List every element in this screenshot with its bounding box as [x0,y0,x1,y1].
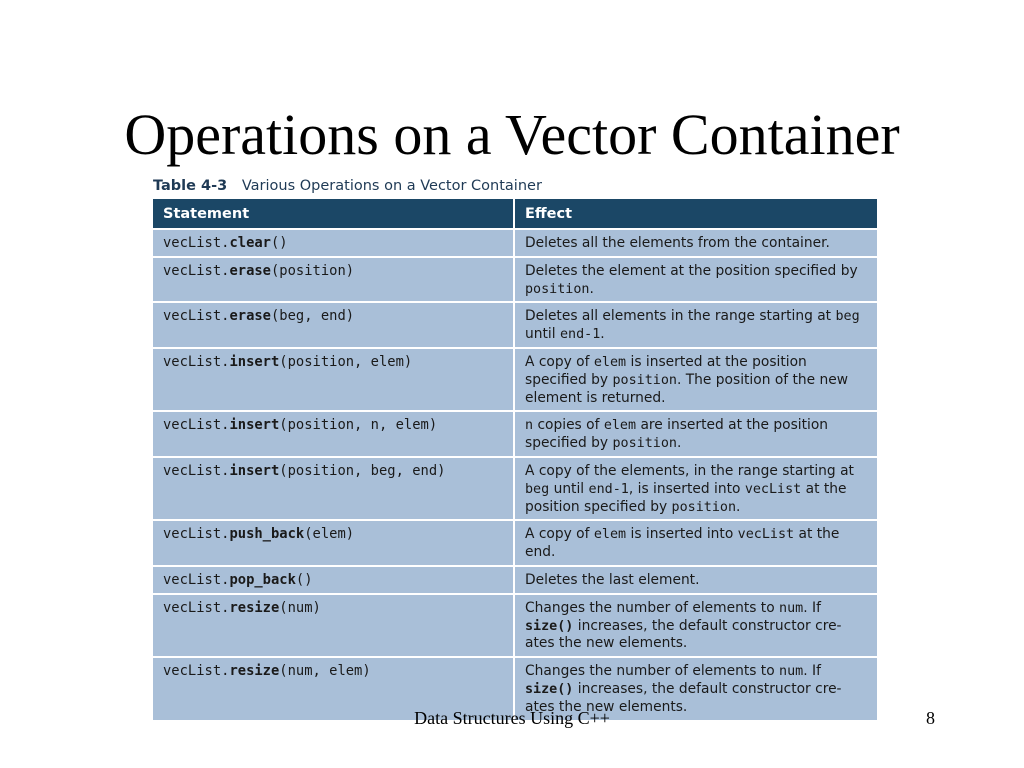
code-term: position [525,281,590,297]
statement-text: (num, elem) [279,663,371,680]
effect-text: Changes the number of elements to [525,663,780,680]
statement-text: () [271,235,288,251]
table-row [153,594,877,657]
table-row [153,348,877,411]
method-name: push_back [229,526,305,543]
effect-text: A copy of [525,526,594,543]
effect-text: , is inserted into [628,480,745,497]
effect-cell [514,520,877,566]
code-term: position [612,372,677,388]
method-name: pop_back [229,571,296,588]
statement-text: vecList. [163,308,230,325]
effect-cell [514,457,877,520]
table-caption [153,175,877,199]
code-term: elem [603,418,637,434]
code-term: num [779,600,804,616]
code-term: end-1 [588,481,629,497]
statement-cell [153,457,514,520]
effect-text: A copy of [525,353,594,370]
statement-cell [153,566,514,594]
effect-text: Deletes all elements in the range starting at [525,308,836,325]
statement-text: (num) [279,599,321,616]
effect-text: . If [803,663,821,680]
effect-text: are inserted at the position specified by [525,417,829,452]
method-name: insert [229,353,280,370]
effect-cell [514,229,877,257]
effect-text: increases, the default constructor cre-ates the new elements. [525,680,842,715]
statement-cell [153,520,514,566]
table-row [153,257,877,303]
table-row [153,229,877,257]
statement-cell [153,229,514,257]
effect-text: Changes the number of elements to [525,599,780,616]
table-row [153,457,877,520]
method-name: insert [229,462,280,479]
table-row [153,520,877,566]
method-name: clear [229,235,271,251]
code-term: elem [593,527,627,543]
code-term: vecList [737,527,795,543]
statement-text: vecList. [163,599,230,616]
effect-cell [514,566,877,594]
operations-table-figure [153,175,877,720]
code-term: end-1 [559,327,601,343]
effect-cell [514,594,877,657]
statement-text: (position, beg, end) [279,462,446,479]
operations-table [153,199,877,720]
code-term: elem [593,354,627,370]
table-caption-text: Various Operations on a Vector Container [241,178,542,194]
code-term: size() [525,681,574,697]
code-term: beg [835,309,860,325]
statement-text: () [295,571,313,588]
table-header-row [153,199,877,229]
method-name: resize [229,663,280,680]
statement-text: vecList. [163,462,230,479]
page-number: 8 [926,708,935,728]
code-term: num [779,664,804,680]
effect-text: copies of [533,417,604,434]
effect-text: . If [803,599,821,616]
slide-title: Operations on a Vector Container [124,102,900,167]
table-row [153,566,877,594]
effect-cell [514,348,877,411]
effect-text: is inserted at the position specified by [525,353,807,388]
statement-text: (position) [271,262,355,279]
table-body [153,229,877,720]
statement-text: (elem) [304,526,355,543]
table-row [153,302,877,348]
statement-cell [153,302,514,348]
effect-text: increases, the default constructor cre-ates the new elements. [525,617,842,652]
statement-text: vecList. [163,526,230,543]
method-name: erase [229,262,271,279]
effect-text: . [589,280,594,297]
effect-text: Deletes the element at the position specified by [525,262,858,279]
effect-text: at the position specified by [525,480,847,515]
statement-text: (position, n, elem) [279,417,438,434]
code-term: beg [525,481,550,497]
statement-cell [153,257,514,303]
header-effect: Effect [514,199,877,229]
statement-text: vecList. [163,417,230,434]
statement-text: vecList. [163,262,230,279]
effect-cell [514,302,877,348]
header-statement: Statement [153,199,514,229]
effect-cell [514,257,877,303]
effect-text: is inserted into [626,526,738,543]
effect-text: until [549,480,589,497]
effect-text: at the end. [525,526,840,561]
statement-text: vecList. [163,571,230,588]
method-name: insert [229,417,280,434]
statement-cell [153,411,514,457]
statement-text: vecList. [163,235,230,251]
code-term: size() [525,618,574,634]
statement-cell [153,594,514,657]
effect-text: Deletes all the elements from the container. [525,235,830,251]
effect-text: . [676,435,682,452]
statement-text: vecList. [163,663,230,680]
statement-cell [153,348,514,411]
slide-footer: Data Structures Using C++ [414,708,610,728]
effect-text: Deletes the last element. [525,571,700,588]
effect-text: . [736,498,741,515]
effect-cell [514,411,877,457]
code-term: vecList [744,481,802,497]
method-name: erase [229,308,271,325]
effect-text: . [600,326,605,343]
code-term: n [525,418,534,434]
table-caption-number: Table 4-3 [153,178,228,194]
statement-text: vecList. [163,353,230,370]
statement-text: (beg, end) [271,308,355,325]
statement-text: (position, elem) [279,353,413,370]
effect-text: . The position of the new element is returned. [525,371,849,406]
effect-text: until [525,326,560,343]
code-term: position [612,436,677,452]
effect-text: A copy of the elements, in the range starting at [525,462,854,479]
table-row [153,411,877,457]
code-term: position [671,499,737,515]
method-name: resize [229,599,280,616]
